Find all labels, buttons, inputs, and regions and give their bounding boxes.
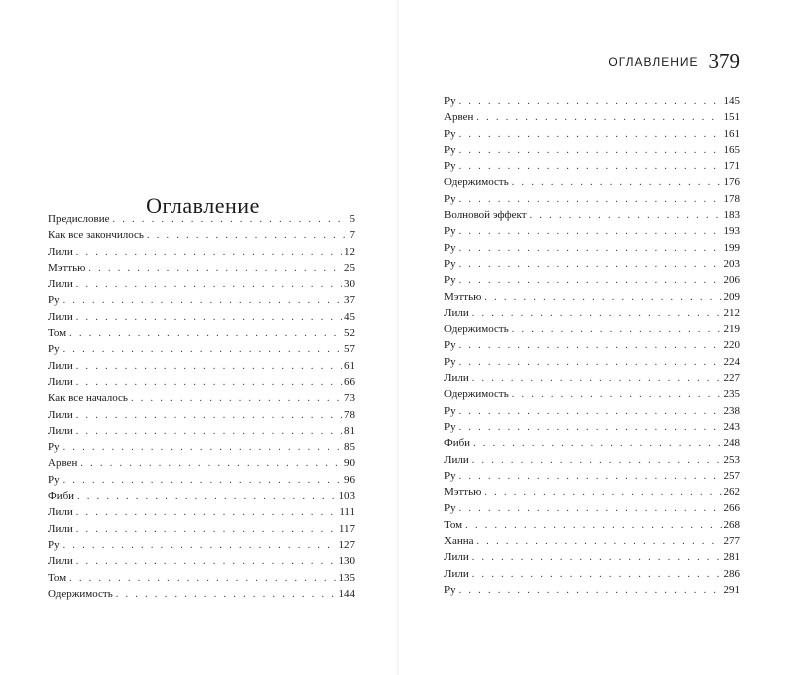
running-head-title: ОГЛАВЛЕНИЕ bbox=[608, 54, 699, 69]
toc-leader-dots bbox=[512, 387, 722, 403]
toc-entry-label: Лили bbox=[48, 555, 73, 568]
toc-entry bbox=[48, 374, 355, 390]
toc-entry-page: 220 bbox=[723, 339, 740, 352]
toc-leader-dots bbox=[484, 290, 721, 306]
toc-entry-label: Ру bbox=[444, 225, 456, 238]
toc-leader-dots bbox=[88, 261, 342, 277]
toc-entry-page: 117 bbox=[338, 522, 355, 535]
toc-entry-label: Как все началось bbox=[48, 392, 128, 405]
toc-leader-dots bbox=[530, 208, 722, 224]
toc-entry bbox=[48, 472, 355, 488]
toc-leader-dots bbox=[76, 310, 342, 326]
toc-entry-label: Лили bbox=[48, 408, 73, 421]
toc-entry-page: 253 bbox=[723, 453, 740, 466]
toc-entry-label: Лили bbox=[48, 522, 73, 535]
toc-entry-label: Одержимость bbox=[444, 388, 509, 401]
toc-leader-dots bbox=[459, 420, 722, 436]
toc-entry-page: 212 bbox=[723, 306, 740, 319]
toc-leader-dots bbox=[473, 436, 721, 452]
toc-entry-page: 85 bbox=[344, 441, 355, 454]
toc-entry-page: 281 bbox=[723, 551, 740, 564]
toc-leader-dots bbox=[459, 257, 722, 273]
toc-entry-label: Лили bbox=[48, 245, 73, 258]
toc-entry bbox=[444, 93, 740, 109]
toc-entry-page: 176 bbox=[723, 176, 740, 189]
toc-entry-label: Фиби bbox=[444, 437, 471, 450]
toc-leader-dots bbox=[76, 522, 337, 538]
toc-entry bbox=[48, 390, 355, 406]
toc-leader-dots bbox=[131, 391, 342, 407]
toc-entry bbox=[444, 289, 740, 305]
toc-list-right bbox=[444, 93, 740, 598]
toc-entry-label: Как все закончилось bbox=[48, 229, 144, 242]
toc-entry-label: Ру bbox=[444, 469, 456, 482]
toc-entry bbox=[48, 488, 355, 504]
toc-entry-label: Лили bbox=[444, 306, 469, 319]
toc-entry bbox=[444, 566, 740, 582]
toc-entry-label: Ру bbox=[444, 404, 456, 417]
toc-entry-label: Ру bbox=[48, 294, 60, 307]
toc-entry-label: Одержимость bbox=[48, 587, 113, 600]
toc-entry bbox=[444, 142, 740, 158]
toc-entry-page: 144 bbox=[338, 587, 355, 600]
toc-entry-label: Ру bbox=[48, 343, 60, 356]
toc-entry-label: Лили bbox=[48, 506, 73, 519]
toc-entry-label: Одержимость bbox=[444, 176, 509, 189]
toc-entry bbox=[444, 435, 740, 451]
toc-entry bbox=[444, 174, 740, 190]
toc-entry-label: Ру bbox=[444, 420, 456, 433]
toc-entry-page: 25 bbox=[344, 261, 355, 274]
toc-entry bbox=[444, 354, 740, 370]
toc-entry bbox=[444, 321, 740, 337]
toc-entry-label: Ханна bbox=[444, 535, 474, 548]
toc-leader-dots bbox=[69, 571, 336, 587]
toc-entry-page: 57 bbox=[344, 343, 355, 356]
toc-entry bbox=[48, 504, 355, 520]
toc-entry-page: 238 bbox=[723, 404, 740, 417]
toc-entry-page: 127 bbox=[338, 538, 355, 551]
toc-leader-dots bbox=[63, 440, 342, 456]
toc-entry bbox=[48, 244, 355, 260]
toc-entry-label: Волновой эффект bbox=[444, 209, 527, 222]
toc-entry bbox=[444, 386, 740, 402]
toc-leader-dots bbox=[76, 505, 338, 521]
toc-entry-label: Том bbox=[48, 571, 67, 584]
toc-entry bbox=[48, 309, 355, 325]
toc-entry-label: Фиби bbox=[48, 490, 75, 503]
toc-leader-dots bbox=[76, 375, 342, 391]
toc-entry-page: 235 bbox=[723, 388, 740, 401]
toc-leader-dots bbox=[472, 567, 722, 583]
toc-entry-page: 224 bbox=[723, 355, 740, 368]
toc-entry bbox=[444, 272, 740, 288]
toc-entry-label: Ру bbox=[444, 143, 456, 156]
toc-entry-label: Лили bbox=[444, 551, 469, 564]
toc-entry-label: Ру bbox=[444, 127, 456, 140]
toc-entry-page: 248 bbox=[723, 437, 740, 450]
toc-entry-page: 206 bbox=[723, 274, 740, 287]
toc-entry-label: Ру bbox=[444, 257, 456, 270]
toc-entry-label: Лили bbox=[48, 359, 73, 372]
toc-list-left bbox=[48, 211, 355, 602]
toc-entry-page: 268 bbox=[723, 518, 740, 531]
toc-entry-label: Арвен bbox=[48, 457, 78, 470]
toc-entry-page: 199 bbox=[723, 241, 740, 254]
toc-leader-dots bbox=[63, 538, 337, 554]
toc-entry-page: 183 bbox=[723, 209, 740, 222]
toc-entry-label: Том bbox=[48, 327, 67, 340]
toc-entry-page: 66 bbox=[344, 375, 355, 388]
toc-entry-page: 219 bbox=[723, 323, 740, 336]
toc-entry-page: 37 bbox=[344, 294, 355, 307]
toc-entry-page: 286 bbox=[723, 567, 740, 580]
toc-entry bbox=[48, 341, 355, 357]
toc-entry-page: 73 bbox=[344, 392, 355, 405]
toc-entry bbox=[444, 419, 740, 435]
toc-leader-dots bbox=[76, 554, 337, 570]
toc-leader-dots bbox=[476, 110, 721, 126]
toc-entry bbox=[48, 227, 355, 243]
toc-entry-page: 78 bbox=[344, 408, 355, 421]
toc-leader-dots bbox=[459, 501, 722, 517]
toc-entry bbox=[444, 517, 740, 533]
toc-entry bbox=[48, 537, 355, 553]
toc-entry-page: 203 bbox=[723, 257, 740, 270]
toc-entry bbox=[48, 276, 355, 292]
toc-entry-page: 178 bbox=[723, 192, 740, 205]
toc-entry-label: Ру bbox=[444, 355, 456, 368]
toc-entry-page: 145 bbox=[723, 95, 740, 107]
toc-leader-dots bbox=[465, 518, 721, 534]
toc-leader-dots bbox=[459, 241, 722, 257]
toc-leader-dots bbox=[459, 94, 722, 110]
toc-leader-dots bbox=[484, 485, 721, 501]
toc-entry bbox=[444, 484, 740, 500]
toc-entry bbox=[48, 423, 355, 439]
toc-entry-page: 171 bbox=[723, 160, 740, 173]
toc-entry bbox=[48, 292, 355, 308]
toc-leader-dots bbox=[147, 228, 348, 244]
toc-entry-label: Лили bbox=[48, 424, 73, 437]
toc-entry-page: 262 bbox=[723, 486, 740, 499]
toc-entry-label: Лили bbox=[444, 453, 469, 466]
toc-entry-page: 12 bbox=[344, 245, 355, 258]
toc-leader-dots bbox=[116, 587, 337, 603]
toc-leader-dots bbox=[113, 212, 348, 228]
toc-title: Оглавление bbox=[146, 192, 260, 218]
toc-leader-dots bbox=[472, 371, 722, 387]
toc-entry-page: 30 bbox=[344, 278, 355, 291]
toc-entry bbox=[444, 370, 740, 386]
toc-entry-label: Предисловие bbox=[48, 213, 110, 225]
toc-entry-label: Ру bbox=[444, 192, 456, 205]
toc-entry-label: Ру bbox=[48, 538, 60, 551]
toc-entry-label: Лили bbox=[48, 278, 73, 291]
toc-leader-dots bbox=[459, 583, 722, 599]
toc-entry-label: Ру bbox=[444, 95, 456, 107]
toc-leader-dots bbox=[76, 277, 342, 293]
right-page bbox=[399, 0, 800, 675]
toc-entry bbox=[48, 407, 355, 423]
toc-entry-label: Мэттью bbox=[444, 290, 482, 303]
toc-entry bbox=[48, 586, 355, 602]
toc-entry bbox=[444, 207, 740, 223]
toc-entry-label: Ру bbox=[48, 441, 60, 454]
toc-leader-dots bbox=[76, 245, 342, 261]
toc-entry-page: 90 bbox=[344, 457, 355, 470]
toc-entry-page: 45 bbox=[344, 310, 355, 323]
toc-entry-page: 291 bbox=[723, 583, 740, 596]
toc-entry-page: 96 bbox=[344, 473, 355, 486]
toc-entry-page: 161 bbox=[723, 127, 740, 140]
toc-leader-dots bbox=[76, 408, 342, 424]
toc-leader-dots bbox=[76, 424, 342, 440]
toc-entry-page: 135 bbox=[338, 571, 355, 584]
toc-leader-dots bbox=[69, 326, 342, 342]
toc-leader-dots bbox=[63, 473, 342, 489]
toc-entry bbox=[444, 256, 740, 272]
toc-leader-dots bbox=[459, 224, 722, 240]
toc-entry-page: 81 bbox=[344, 424, 355, 437]
toc-entry-page: 277 bbox=[723, 535, 740, 548]
toc-entry bbox=[444, 305, 740, 321]
toc-entry bbox=[444, 500, 740, 516]
toc-leader-dots bbox=[80, 456, 342, 472]
toc-entry-page: 151 bbox=[723, 111, 740, 124]
toc-leader-dots bbox=[472, 453, 722, 469]
toc-leader-dots bbox=[472, 550, 722, 566]
toc-leader-dots bbox=[459, 192, 722, 208]
toc-entry bbox=[444, 468, 740, 484]
toc-entry-label: Ру bbox=[444, 241, 456, 254]
toc-entry-page: 165 bbox=[723, 143, 740, 156]
toc-leader-dots bbox=[76, 359, 342, 375]
running-head bbox=[608, 49, 740, 74]
toc-entry bbox=[444, 533, 740, 549]
toc-leader-dots bbox=[459, 127, 722, 143]
toc-entry bbox=[48, 570, 355, 586]
toc-entry bbox=[48, 521, 355, 537]
page-number: 379 bbox=[708, 49, 740, 73]
toc-entry bbox=[444, 582, 740, 598]
toc-leader-dots bbox=[476, 534, 721, 550]
toc-entry-label: Ру bbox=[444, 339, 456, 352]
toc-entry bbox=[444, 191, 740, 207]
toc-leader-dots bbox=[459, 469, 722, 485]
toc-entry bbox=[48, 211, 355, 227]
toc-entry bbox=[48, 553, 355, 569]
toc-entry-page: 103 bbox=[338, 490, 355, 503]
toc-entry-page: 257 bbox=[723, 469, 740, 482]
toc-entry-page: 52 bbox=[344, 327, 355, 340]
toc-entry-label: Лили bbox=[444, 372, 469, 385]
toc-entry-label: Мэттью bbox=[444, 486, 482, 499]
left-page bbox=[0, 0, 399, 675]
toc-entry-label: Одержимость bbox=[444, 323, 509, 336]
toc-entry-label: Ру bbox=[444, 274, 456, 287]
toc-entry-page: 266 bbox=[723, 502, 740, 515]
toc-entry-label: Лили bbox=[48, 310, 73, 323]
toc-leader-dots bbox=[459, 404, 722, 420]
toc-entry bbox=[444, 452, 740, 468]
toc-leader-dots bbox=[77, 489, 336, 505]
toc-entry-label: Ру bbox=[48, 473, 60, 486]
toc-entry bbox=[48, 260, 355, 276]
toc-entry-label: Лили bbox=[48, 375, 73, 388]
toc-entry bbox=[444, 240, 740, 256]
toc-leader-dots bbox=[512, 322, 722, 338]
toc-entry bbox=[444, 337, 740, 353]
toc-entry-label: Мэттью bbox=[48, 261, 86, 274]
toc-entry-page: 243 bbox=[723, 420, 740, 433]
toc-leader-dots bbox=[459, 159, 722, 175]
toc-entry-label: Арвен bbox=[444, 111, 474, 124]
toc-entry bbox=[444, 403, 740, 419]
toc-entry-page: 209 bbox=[723, 290, 740, 303]
toc-leader-dots bbox=[472, 306, 722, 322]
toc-entry bbox=[48, 325, 355, 341]
toc-entry-page: 7 bbox=[349, 229, 355, 242]
toc-entry-label: Лили bbox=[444, 567, 469, 580]
toc-entry-page: 5 bbox=[349, 213, 355, 225]
toc-leader-dots bbox=[63, 293, 342, 309]
toc-entry bbox=[444, 223, 740, 239]
toc-entry-page: 111 bbox=[339, 506, 355, 519]
toc-entry bbox=[444, 126, 740, 142]
toc-entry-page: 61 bbox=[344, 359, 355, 372]
toc-entry-page: 130 bbox=[338, 555, 355, 568]
toc-entry bbox=[48, 455, 355, 471]
toc-entry-page: 227 bbox=[723, 372, 740, 385]
toc-entry-label: Ру bbox=[444, 160, 456, 173]
toc-entry bbox=[48, 358, 355, 374]
toc-entry-page: 193 bbox=[723, 225, 740, 238]
toc-leader-dots bbox=[459, 143, 722, 159]
toc-entry bbox=[444, 158, 740, 174]
toc-entry bbox=[444, 549, 740, 565]
toc-leader-dots bbox=[459, 355, 722, 371]
toc-leader-dots bbox=[512, 175, 722, 191]
toc-entry-label: Ру bbox=[444, 583, 456, 596]
toc-leader-dots bbox=[459, 273, 722, 289]
toc-entry bbox=[444, 109, 740, 125]
toc-entry bbox=[48, 439, 355, 455]
toc-leader-dots bbox=[459, 338, 722, 354]
toc-leader-dots bbox=[63, 342, 342, 358]
toc-entry-label: Ру bbox=[444, 502, 456, 515]
toc-entry-label: Том bbox=[444, 518, 463, 531]
